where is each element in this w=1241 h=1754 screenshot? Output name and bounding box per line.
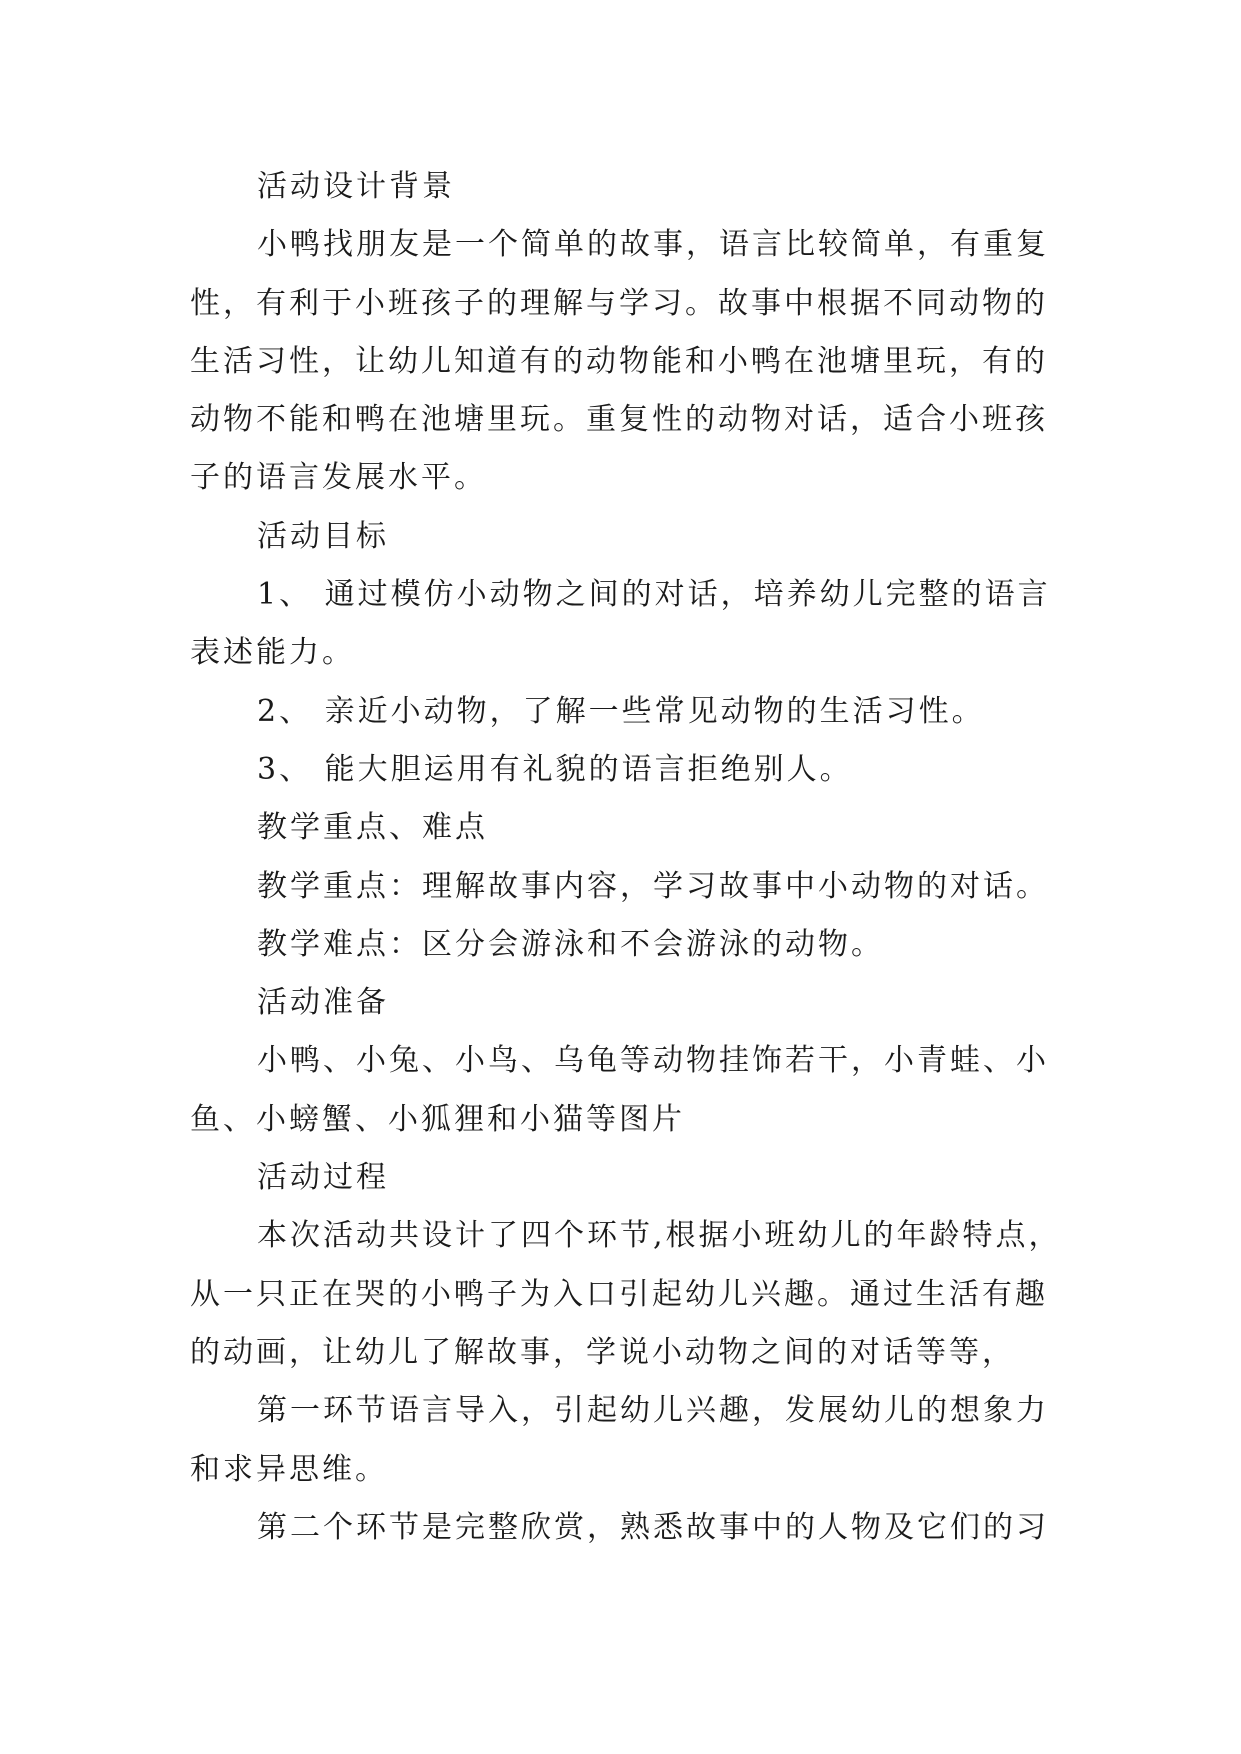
paragraph-line: 子的语言发展水平。 xyxy=(190,460,487,496)
paragraph-line: 鱼、小螃蟹、小狐狸和小猫等图片 xyxy=(190,1101,685,1137)
paragraph-line: 和求异思维。 xyxy=(190,1451,388,1487)
paragraph-line: 生活习性，让幼儿知道有的动物能和小鸭在池塘里玩，有的 xyxy=(190,343,1048,379)
paragraph-line: 小鸭找朋友是一个简单的故事，语言比较简单，有重复 xyxy=(257,227,1049,263)
heading-process: 活动过程 xyxy=(257,1160,389,1196)
goal-item-3: 3、 能大胆运用有礼貌的语言拒绝别人。 xyxy=(257,751,853,787)
paragraph-line: 本次活动共设计了四个环节,根据小班幼儿的年龄特点， xyxy=(257,1218,1062,1254)
paragraph-line: 第二个环节是完整欣赏，熟悉故事中的人物及它们的习 xyxy=(257,1509,1049,1545)
heading-preparation: 活动准备 xyxy=(257,985,389,1021)
heading-background: 活动设计背景 xyxy=(257,169,455,204)
paragraph-line: 从一只正在哭的小鸭子为入口引起幼儿兴趣。通过生活有趣 xyxy=(190,1276,1048,1312)
paragraph-line: 的动画，让幼儿了解故事，学说小动物之间的对话等等， xyxy=(190,1334,1015,1370)
heading-goals: 活动目标 xyxy=(257,518,389,554)
goal-item-1: 1、 通过模仿小动物之间的对话，培养幼儿完整的语言 xyxy=(257,577,1051,613)
goal-item-2: 2、 亲近小动物，了解一些常见动物的生活习性。 xyxy=(257,693,985,729)
goal-item-1-cont: 表述能力。 xyxy=(190,635,355,671)
paragraph-line: 第一环节语言导入，引起幼儿兴趣，发展幼儿的想象力 xyxy=(257,1393,1049,1429)
paragraph-line: 性，有利于小班孩子的理解与学习。故事中根据不同动物的 xyxy=(190,285,1048,321)
paragraph-line: 小鸭、小兔、小鸟、乌龟等动物挂饰若干，小青蛙、小 xyxy=(257,1043,1049,1079)
document-body xyxy=(190,158,1062,1557)
paragraph-line: 动物不能和鸭在池塘里玩。重复性的动物对话，适合小班孩 xyxy=(190,402,1048,438)
heading-key-points: 教学重点、难点 xyxy=(257,810,488,846)
key-point: 教学重点：理解故事内容，学习故事中小动物的对话。 xyxy=(257,868,1049,904)
difficult-point: 教学难点：区分会游泳和不会游泳的动物。 xyxy=(257,926,884,962)
